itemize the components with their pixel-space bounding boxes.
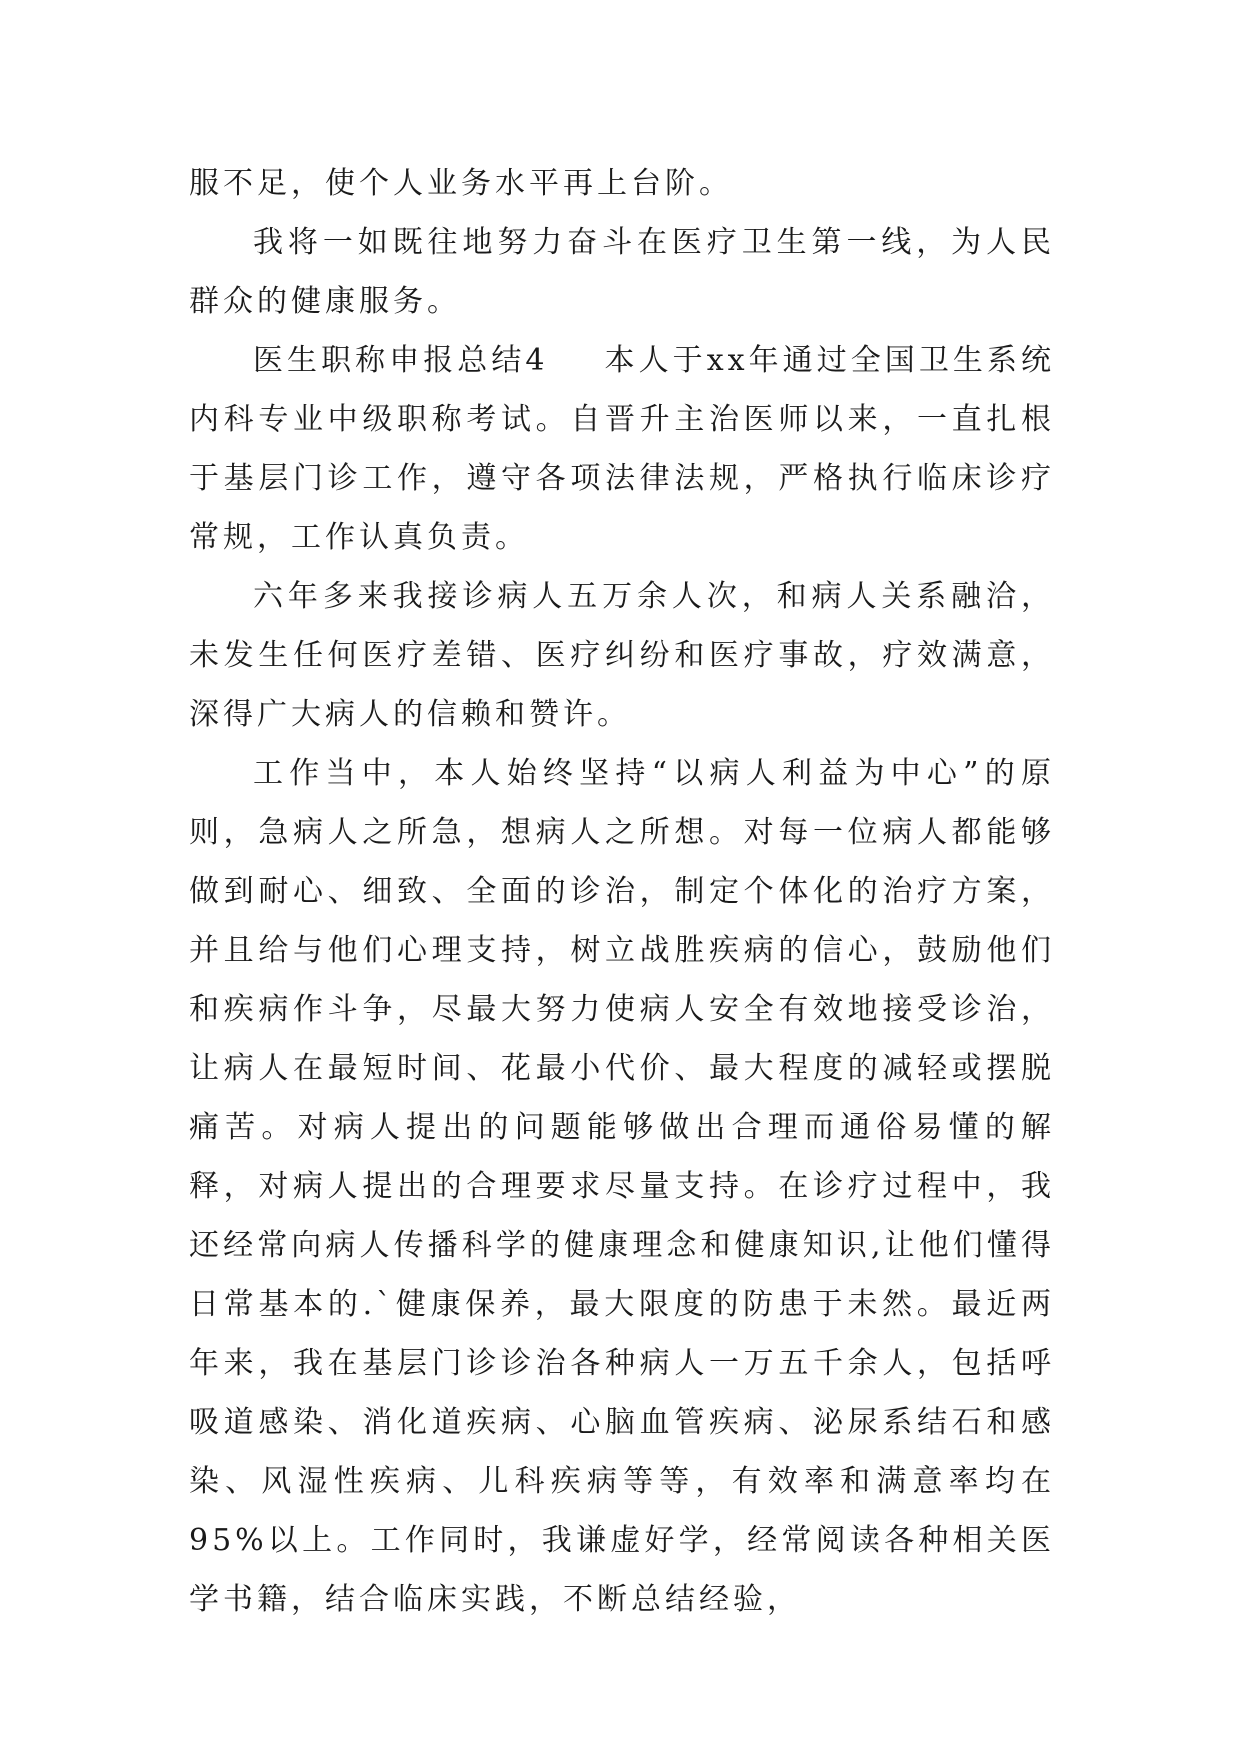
paragraph-1: 服不足，使个人业务水平再上台阶。 <box>189 166 733 201</box>
paragraph-2: 我将一如既往地努力奋斗在医疗卫生第一线，为人民群众的健康服务。 <box>189 225 1055 319</box>
section-heading: 医生职称申报总结4 <box>253 343 549 378</box>
paragraph-5: 工作当中，本人始终坚持“以病人利益为中心”的原则，急病人之所急，想病人之所想。对每一位病人都能够做到耐心、细致、全面的诊治，制定个体化的治疗方案，并且给与他们心理支持，树立战胜疾病的信心，鼓励他们和疾病作斗争，尽最大努力使病人安全有效地接受诊治，让病人在最短时间、花最小代价、最大程度的减轻或摆脱痛苦。对病人提出的问题能够做出合理而通俗易懂的解释，对病人提出的合理要求尽量支持。在诊疗过程中，我还经常向病人传播科学的健康理念和健康知识,让他们懂得日常基本的.`健康保养，最大限度的防患于未然。最近两年来，我在基层门诊诊治各种病人一万五千余人，包括呼吸道感染、消化道疾病、心脑血管疾病、泌尿系结石和感染、风湿性疾病、儿科疾病等等，有效率和满意率均在95%以上。工作同时，我谦虚好学，经常阅读各种相关医学书籍，结合临床实践，不断总结经验， <box>189 756 1055 1617</box>
paragraph-4: 六年多来我接诊病人五万余人次，和病人关系融洽，未发生任何医疗差错、医疗纠纷和医疗事故，疗效满意，深得广大病人的信赖和赞许。 <box>189 579 1055 732</box>
paragraph-3-text: 本人于xx年通过全国卫生系统内科专业中级职称考试。自晋升主治医师以来，一直扎根于基层门诊工作，遵守各项法律法规，严格执行临床诊疗常规，工作认真负责。 <box>189 343 1055 555</box>
document-body <box>189 154 1055 1629</box>
paragraph-3 <box>189 331 1055 567</box>
